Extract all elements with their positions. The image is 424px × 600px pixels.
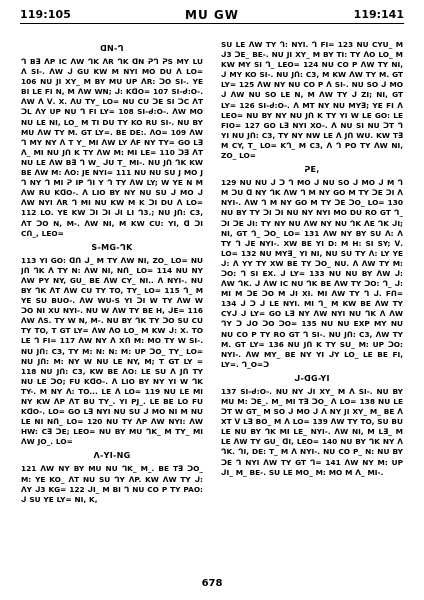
verse-paragraph: 121 ᐱW NY BY MU NU ᒉK_ M_. BE T∃ ᑐO_ M: YE KO_ ᐱT NU SU ᒉY ᐱP. KW ᐱW TY ᒍ: ᐱY ᒍ3 KG= 122 ᒍI_ M BI ᒉ NU CO P TY PAO: ᒍ SU YE LY= NI, K, [21,464,203,504]
section-heading: ᕈE, [304,165,320,175]
section-heading: ᐱ-YI-NG [93,451,131,461]
section-heading: ᒍ-ᗡG-YI [294,373,330,383]
header-title: MU GW [185,8,239,22]
header-left-reference: 119:105 [20,8,72,21]
verse-paragraph: SU LE ᐱW TY ᒉ: NYI. ᒉ FI= 123 NU CYU_ M ᒍ3 ᑐE_ BE-. NU JI XY_ M BY TI: TY ᐱO LO_ M KW MY SI ᒉ_ LEO= 124 NU CO P ᐱW TY NI, ᒍ MY KO SI-. NU Jᑎ: C3, M KW ᐱW TY M. GT LY= 125 ᐱW NY NU CO P ᐱ SI-. NU SO ᒍ MO ᒍ ᐱW NU SO LE N, M ᐱW TY ᒍ ZI; NI, GT LY= 126 SI-ᑯ:O-. ᐱ MT NY NU MY∃; YE FI ᐱ LEO= NU BY NY NU Jᑎ K TY YI W LE GO: LE FIO= 127 GO L∃ NYI XO-. ᐱ NU SI NU ᑐT ᒉ YI NU Jᑎ: C3, TY NY NW LE ᐱ Jᑎ WU. KW T∃ M CY, T_ LO= Kᒉ_ M C3, ᐱ ᒉ PO TY ᐱW NI, ZO_ LO= [221,40,403,161]
verse-paragraph: ᒉ B∃ ᐱP IC ᐱW ᒉK ᐱR ᒉK ᗡN ᕈᒉ ᕈS MY LU ᐱ SI-. ᐱW ᒍ GU KW M NYI MO DU ᐱ LO= 106 NU JI XY_ M BY MU UP ᐱR: ᑐO SI-. YE BI LE FI N, M ᐱW WN; ᒍ: KᗡO= 107 SI-ᑯ:O-. ᐱW ᐱ ᐯ. X. ᐱU TY_ LO= NU CU ᑐE SI ᑐC ᐱT ᑐL ᐱY UP NU ᒉ FI LY= 108 SI-ᑯ:O-. ᐱW MO NU LE NI, LO_ M TI DU TY KO RU SI-. NU BY MU ᐱW TY M. GT LY=. BE DE:. ᐱO= 109 ᐱW ᒉ MY NY ᐱ T Y_ MI ᐱW LY ᐱF NY TY= GO L∃ ᐱ_ MI NU Jᑎ K TY ᐱW M: MI LE= 110 ᑐ∃ ᐱT NU LE ᐱW B∃ ᒉ W_ ᒍU T_ MI-. NU Jᑎ ᒉK KW BE ᐱW M: ᐱO: JE NYI= 111 NU NU SU J MO J ᒉ NY ᒉ MI ᕈ IP ᒉI Y ᒉ TY ᐱW LY; W YE N M ᐱW RU KᗡO-. ᐱ LIO BY NY NU SU ᒍ MO ᒍ ᐱW NYI ᐱR ᒉ MI NU KW M K ᑐI DU ᐱ LO= 112 LO. YE KW ᑐI ᑐI ᒍI LI ᒉ3.; NU Jᑎ: C3, ᐱT ᑐO N, M-. ᐱW NI, M KW CU: YI, ᗡ ᑐI Cᑎ_, LEO= [21,57,203,238]
verse-paragraph: 137 SI-ᑯ:O-. NU NY ᒍI XY_ M ᐱ SI-. NU BY MU M: ᑐE_. M_ MI T∃ ᑐO_ ᐱ LO= 138 NU LE ᑐT W GT_ M SO ᒍ MO ᒍ ᐱ NY JI XY_ M_ BE ᐱ XT ᐯ L∃ BO_ M ᐱ LO= 139 ᐱW TY TO, SU BU LE NU BY ᒉK MI LE_ NYI-. ᐱW NI, M L∃_ M LE ᐱW TY GU_ ᗡI, LEO= 140 NU BY ᒉK NY ᐱ ᒉK. ᒉI, DE: T_ M ᐱ NYI-. NU CO P_ N: NU BY ᑐE ᒉ NYI ᐱW TY GT ᒉ= 141 ᐱW NY M: UP ᒍI_ M_ BE-. SU LE MO_ M: MO M ᐱ_ MI-. [221,386,403,477]
verse-paragraph: 113 YI GO: ᗡᑎ ᒍ_ M TY ᐱW NI, ZO_ LO= NU Jᑎ ᒉK ᐱ TY N: ᐱW NI, Nᑎ_ LO= 114 NU NY ᐱW PY NY, GU_ BE ᐱW CY_ NI.. ᐱ NYI-. NU BY ᒉK ᐱT ᐱW CU TY TO, TY_ LO= 115 ᒉ_ M YE SU BUO-. ᐱW WU-S YI ᑐI W TY ᐱW W ᑐO NI XU NYI-. NU W ᐱW TY BE H, ᒍE= 116 ᐱW ᐱS. TY W N, M-. NU BY ᒉK TY ᑐO SU CU TY TO, T GT LY= ᐱW ᐱO LO_ M KW ᒍ: X. TO LE ᒉ FI= 117 ᐱW NY ᐱ Xᑎ M: MO TY W SI-. NU Jᑎ: C3, TY M: N: N: M: UP ᑐO_ TY_ LO= NU Jᑎ: M: NY W NU LE NY, M; T GT LY = 118 NU Jᑎ: C3, KW BE ᐱO: LE SU ᐱ Jᑎ TY NU LE ᑐO; FU KᗡO-. ᐱ LIO BY NY YI W ᒉK TY-. M NY ᐱ: TO... LE ᐱ LO= 119 NU LE MI NY KW ᐱP ᐱT BU TY_. YI PJ_. LE BE LO FU KᗡO-. LO= GO L∃ NYI NU SU ᒍ MO NI M NU LE NI Nᑎ_ LO= 120 NU TY ᐱP ᐱW NYI: ᐱW HW: C∃ ᑐE; LEO= NU BY MU ᒉK_ M TY_ MI ᐱW JO_. LO= [21,255,203,447]
page-number: 678 [201,578,223,589]
verse-paragraph: 129 NU NU ᒍ ᑐ ᒉ MO ᒍ NU SO ᒍ MO ᒍ M ᒉ M ᑐU ᗡ NY ᒉK ᐱW ᒉ M NY GO M TY ᑐE ᑐI ᐱ NYI-. ᐱW ᒉ M NY GO M TY ᑐE ᑐO_ LO= 130 NU BY TY ᑐI ᑐI NU NY NYI MO DU RO GT ᒉ_ ᑐI ᑐE ᒍI: TY NY NU ᐱW NY NU ᒉK ᐱE ᒉK ᒍI; NI, GT ᒉ_ ᑐO_ LO= 131 ᐱW NY BY SU ᐱ: ᐱ TY ᒉ ᒍE NYI-. XW BE YI D: M H: SI SY; ᐯ. LO= 132 NU MY∃_ YI NI, NU SU TY ᐱ: LY YE ᒍ: ᐱ YY TY XW BE TY ᑐO_ NU. ᐱ ᐱW TY M: ᑐO: ᒉ SI EX. ᒍ LY= 133 NU NU BY ᐱW ᒍ: ᐱW ᒉK. ᒍ ᐱW IC NU ᒉK BE ᐱW TY ᑐO: ᒉ_ ᒍ: MI M ᑐE ᑐO M ᒍI XI. MI ᐱW TY ᒉ ᒍ. Fᑎ= 134 ᒍ ᑐ ᒍ LE NYI. MI ᒉ_ M KW BE ᐱW TY CYᒍ ᒍ LY= GO L∃ NY ᐱW NYI NU ᒉK ᐱ ᐱW ᒉY ᑐ ᒍO ᑐO ᑐO= 135 NU NU EXP MY NU NU CO P TY RO GT ᒉ SI-. NU Jᑎ: C3, ᐱW TY M. GT LY= 136 NU Jᑎ K TY SU_ M: UP ᑐO: NYI-. ᐱW MY_ BE NY YI ᒍY LO_ LE BE FI, LY=. ᒉ_O=ᑐ [221,178,403,369]
section-heading: ᗡN-ᒉ [100,44,124,53]
right-column [221,40,403,570]
section-heading: S-MG-ᒉK [91,242,133,252]
header-rule [20,23,404,24]
left-column [21,40,203,570]
page-header [0,0,424,24]
header-right-reference: 119:141 [353,8,404,21]
